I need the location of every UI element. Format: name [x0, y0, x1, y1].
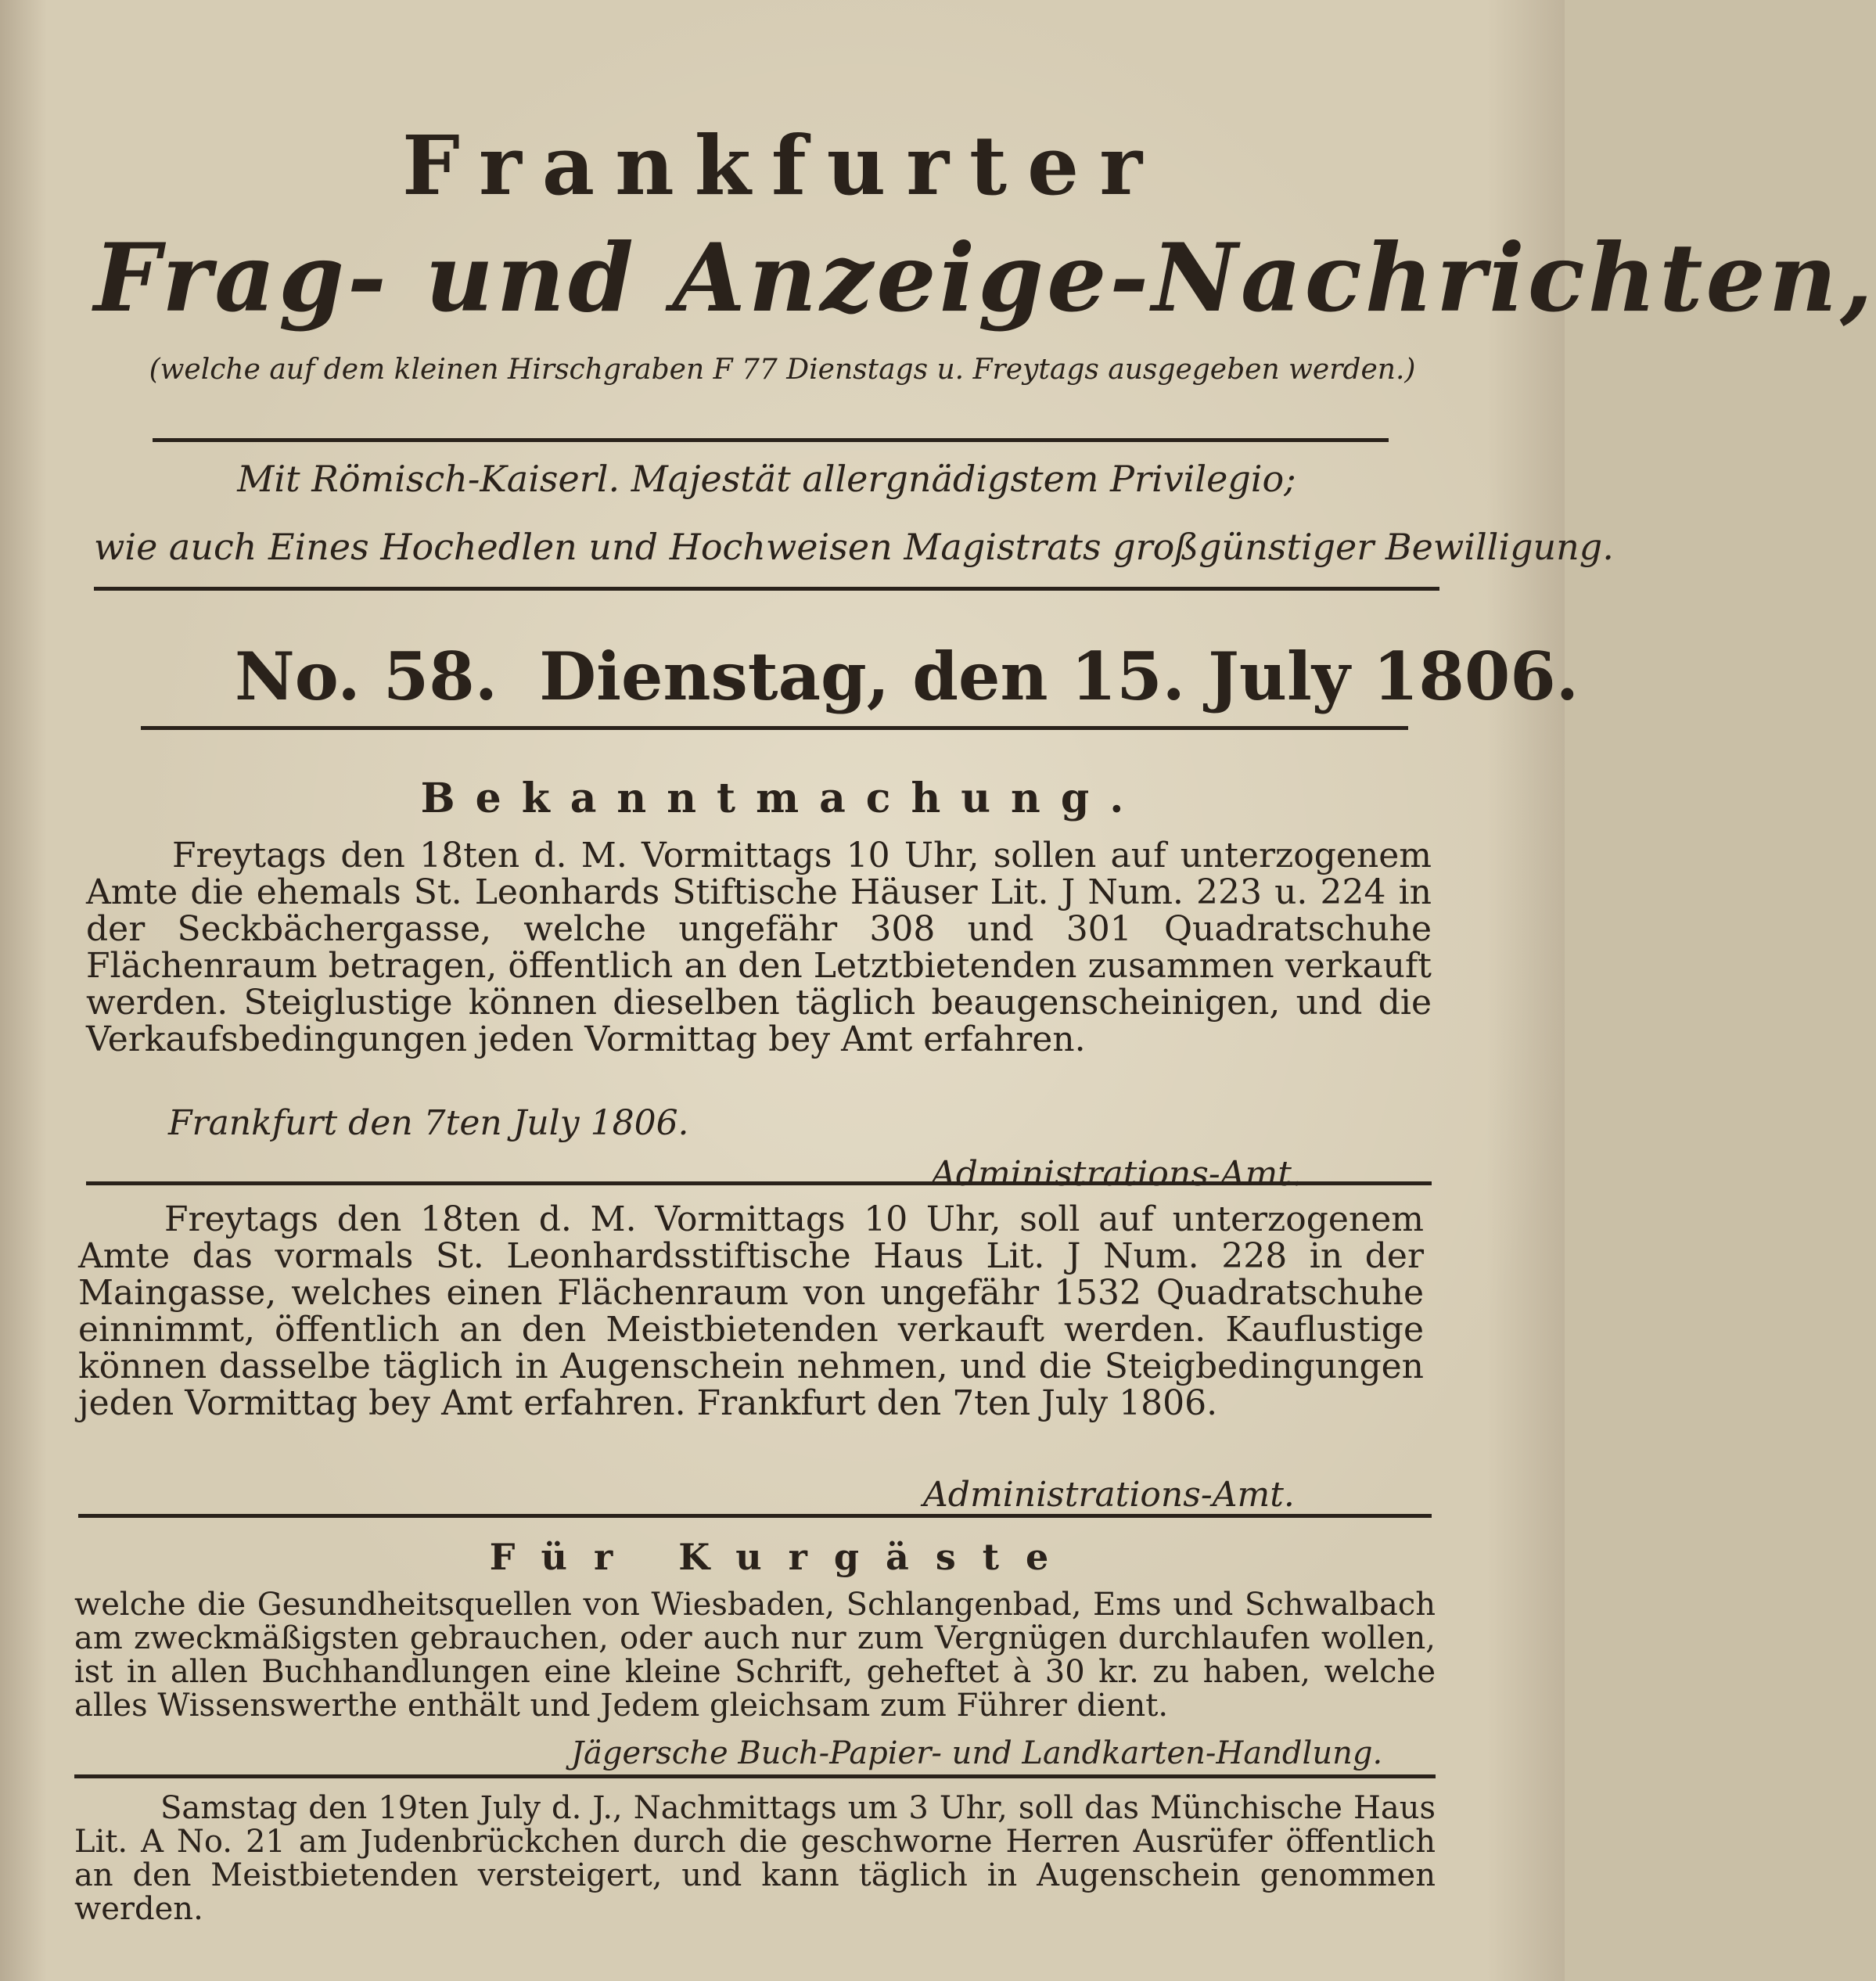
notice1-signature: Administrations-Amt.: [931, 1154, 1303, 1194]
notice3-signature: Jägersche Buch-Papier- und Landkarten-Handlung.: [571, 1735, 1383, 1771]
privilege-line1: Mit Römisch-Kaiserl. Majestät allergnädigstem Privilegio;: [237, 458, 1296, 500]
rule-after-notice1: [86, 1181, 1432, 1185]
rule-above-issue: [94, 587, 1439, 591]
privilege-line2: wie auch Eines Hochedlen und Hochweisen Magistrats großgünstiger Bewilligung.: [94, 526, 1614, 568]
issue-number: No. 58.: [235, 638, 498, 715]
rule-after-notice2: [78, 1514, 1432, 1518]
masthead-title-line2: Frag- und Anzeige-Nachrichten,: [94, 223, 1876, 333]
notice1-body: Freytags den 18ten d. M. Vormittags 10 Uhr, sollen auf unterzogenem Amte die ehemals St. Leonhards Stiftische Häuser Lit. J Num. 223 u. 224 in der Seckbächergasse, welche ungefähr 308 und 301 Quadratschuhe Flächenraum betragen, öffentlich an den Letztbietenden zusammen verkauft werden. Steiglustige können dieselben täglich beaugenscheinigen, und die Verkaufsbedingungen jeden Vormittag bey Amt erfahren.: [86, 836, 1432, 1059]
rule-under-issue: [141, 726, 1408, 730]
masthead-subnote: (welche auf dem kleinen Hirschgraben F 77 Dienstags u. Freytags ausgegeben werden.): [149, 354, 1416, 386]
notice1-title: Bekanntmachung.: [420, 775, 1145, 822]
notice2-signature: Administrations-Amt.: [923, 1475, 1295, 1515]
issue-line: [235, 638, 1579, 715]
notice2-body: Freytags den 18ten d. M. Vormittags 10 Uhr, soll auf unterzogenem Amte das vormals St. Leonhardsstiftische Haus Lit. J Num. 228 in der Maingasse, welches einen Flächenraum von ungefähr 1532 Quadratschuhe einnimmt, öffentlich an den Meistbietenden verkauft werden. Kauflustige können dasselbe täglich in Augenschein nehmen, und die Steigbedingungen jeden Vormittag bey Amt erfahren. Frankfurt den 7ten July 1806.: [78, 1199, 1424, 1423]
rule-under-masthead: [153, 438, 1389, 442]
rule-after-notice3: [74, 1774, 1436, 1778]
notice1-place-date: Frankfurt den 7ten July 1806.: [168, 1103, 689, 1143]
notice3-title: Für Kurgäste: [489, 1536, 1076, 1578]
notice3-body: welche die Gesundheitsquellen von Wiesbaden, Schlangenbad, Ems und Schwalbach am zweckmäßigsten gebrauchen, oder auch nur zum Vergnügen durchlaufen wollen, ist in allen Buchhandlungen eine kleine Schrift, geheftet à 30 kr. zu haben, welche alles Wissenswerthe enthält und Jedem gleichsam zum Führer dient.: [74, 1587, 1436, 1724]
issue-date: Dienstag, den 15. July 1806.: [539, 638, 1579, 715]
masthead-title-line1: Frankfurter: [401, 117, 1163, 214]
notice4-body: Samstag den 19ten July d. J., Nachmittags um 3 Uhr, soll das Münchische Haus Lit. A No. 21 am Judenbrückchen durch die geschworne Herren Ausrüfer öffentlich an den Meistbietenden versteigert, und kann täglich in Augenschein genommen werden.: [74, 1790, 1436, 1927]
